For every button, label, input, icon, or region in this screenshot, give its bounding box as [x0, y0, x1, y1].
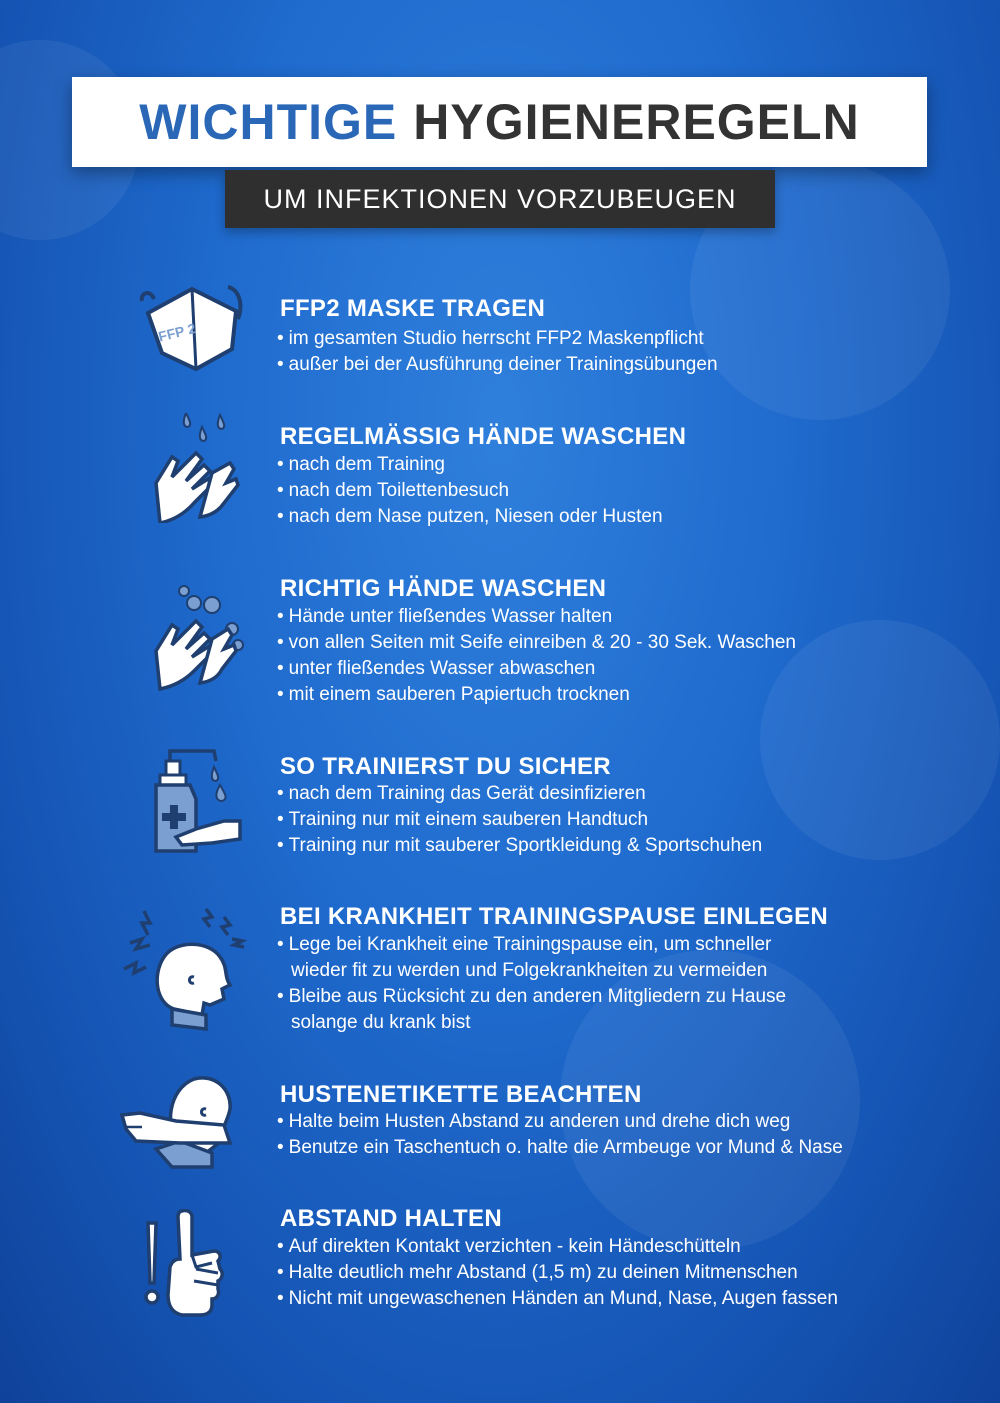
rule-title: ABSTAND HALTEN [280, 1205, 502, 1232]
page-subtitle: UM INFEKTIONEN VORZUBEUGEN [225, 170, 775, 228]
list-item: • Halte deutlich mehr Abstand (1,5 m) zu deinen Mitmenschen [277, 1262, 798, 1283]
title-accent: WICHTIGE [139, 94, 398, 150]
washing-hands-soap-icon [120, 581, 250, 691]
title-main: HYGIENEREGELN [413, 94, 860, 150]
list-item: • Halte beim Husten Abstand zu anderen und drehe dich weg [277, 1111, 791, 1132]
list-item: • Hände unter fließendes Wasser halten [277, 606, 613, 627]
rule-list [277, 326, 718, 378]
rule-list [277, 1109, 843, 1161]
list-item: • nach dem Toilettenbesuch [277, 480, 510, 501]
rule-list [277, 932, 786, 1036]
rule-title: REGELMÄSSIG HÄNDE WASCHEN [280, 423, 687, 450]
mask-label: FFP 2 [156, 319, 198, 345]
coughing-into-elbow-icon [120, 1069, 250, 1179]
list-item: • nach dem Nase putzen, Niesen oder Husten [277, 506, 663, 527]
list-item: • Lege bei Krankheit eine Trainingspause ein, um schneller wieder fit zu werden und Folgekrankheiten zu vermeiden [277, 934, 772, 981]
list-item: • Bleibe aus Rücksicht zu den anderen Mitgliedern zu Hause solange du krank bist [277, 986, 787, 1033]
page-title [72, 77, 927, 167]
rule-title: RICHTIG HÄNDE WASCHEN [280, 575, 607, 602]
rule-title: BEI KRANKHEIT TRAININGSPAUSE EINLEGEN [280, 903, 829, 930]
rule-list [277, 452, 663, 530]
list-item: • Benutze ein Taschentuch o. halte die Armbeuge vor Mund & Nase [277, 1137, 843, 1158]
list-item: • unter fließendes Wasser abwaschen [277, 658, 596, 679]
rule-title: SO TRAINIERST DU SICHER [280, 753, 611, 780]
washing-hands-water-drops-icon [120, 413, 250, 523]
keep-distance-hand-icon [120, 1209, 250, 1319]
rule-title: HUSTENETIKETTE BEACHTEN [280, 1081, 642, 1108]
list-item: • Training nur mit sauberer Sportkleidung & Sportschuhen [277, 835, 763, 856]
list-item: • im gesamten Studio herrscht FFP2 Maskenpflicht [277, 328, 704, 349]
rule-list [277, 1234, 838, 1312]
rule-title: FFP2 MASKE TRAGEN [280, 295, 546, 322]
list-item: • Training nur mit einem sauberen Handtuch [277, 809, 649, 830]
bokeh-circle [760, 620, 1000, 860]
list-item: • von allen Seiten mit Seife einreiben & 20 - 30 Sek. Waschen [277, 632, 796, 653]
list-item: • nach dem Training das Gerät desinfizieren [277, 783, 646, 804]
list-item: • außer bei der Ausführung deiner Trainingsübungen [277, 354, 718, 375]
list-item: • Auf direkten Kontakt verzichten - kein Händeschütteln [277, 1236, 741, 1257]
rule-list [277, 604, 796, 708]
disinfectant-dispenser-icon [120, 749, 250, 859]
ffp2-mask-icon [120, 283, 250, 393]
list-item: • nach dem Training [277, 454, 445, 475]
rule-list [277, 781, 762, 859]
sick-person-icon [120, 905, 250, 1035]
list-item: • mit einem sauberen Papiertuch trocknen [277, 684, 630, 705]
list-item: • Nicht mit ungewaschenen Händen an Mund, Nase, Augen fassen [277, 1288, 838, 1309]
